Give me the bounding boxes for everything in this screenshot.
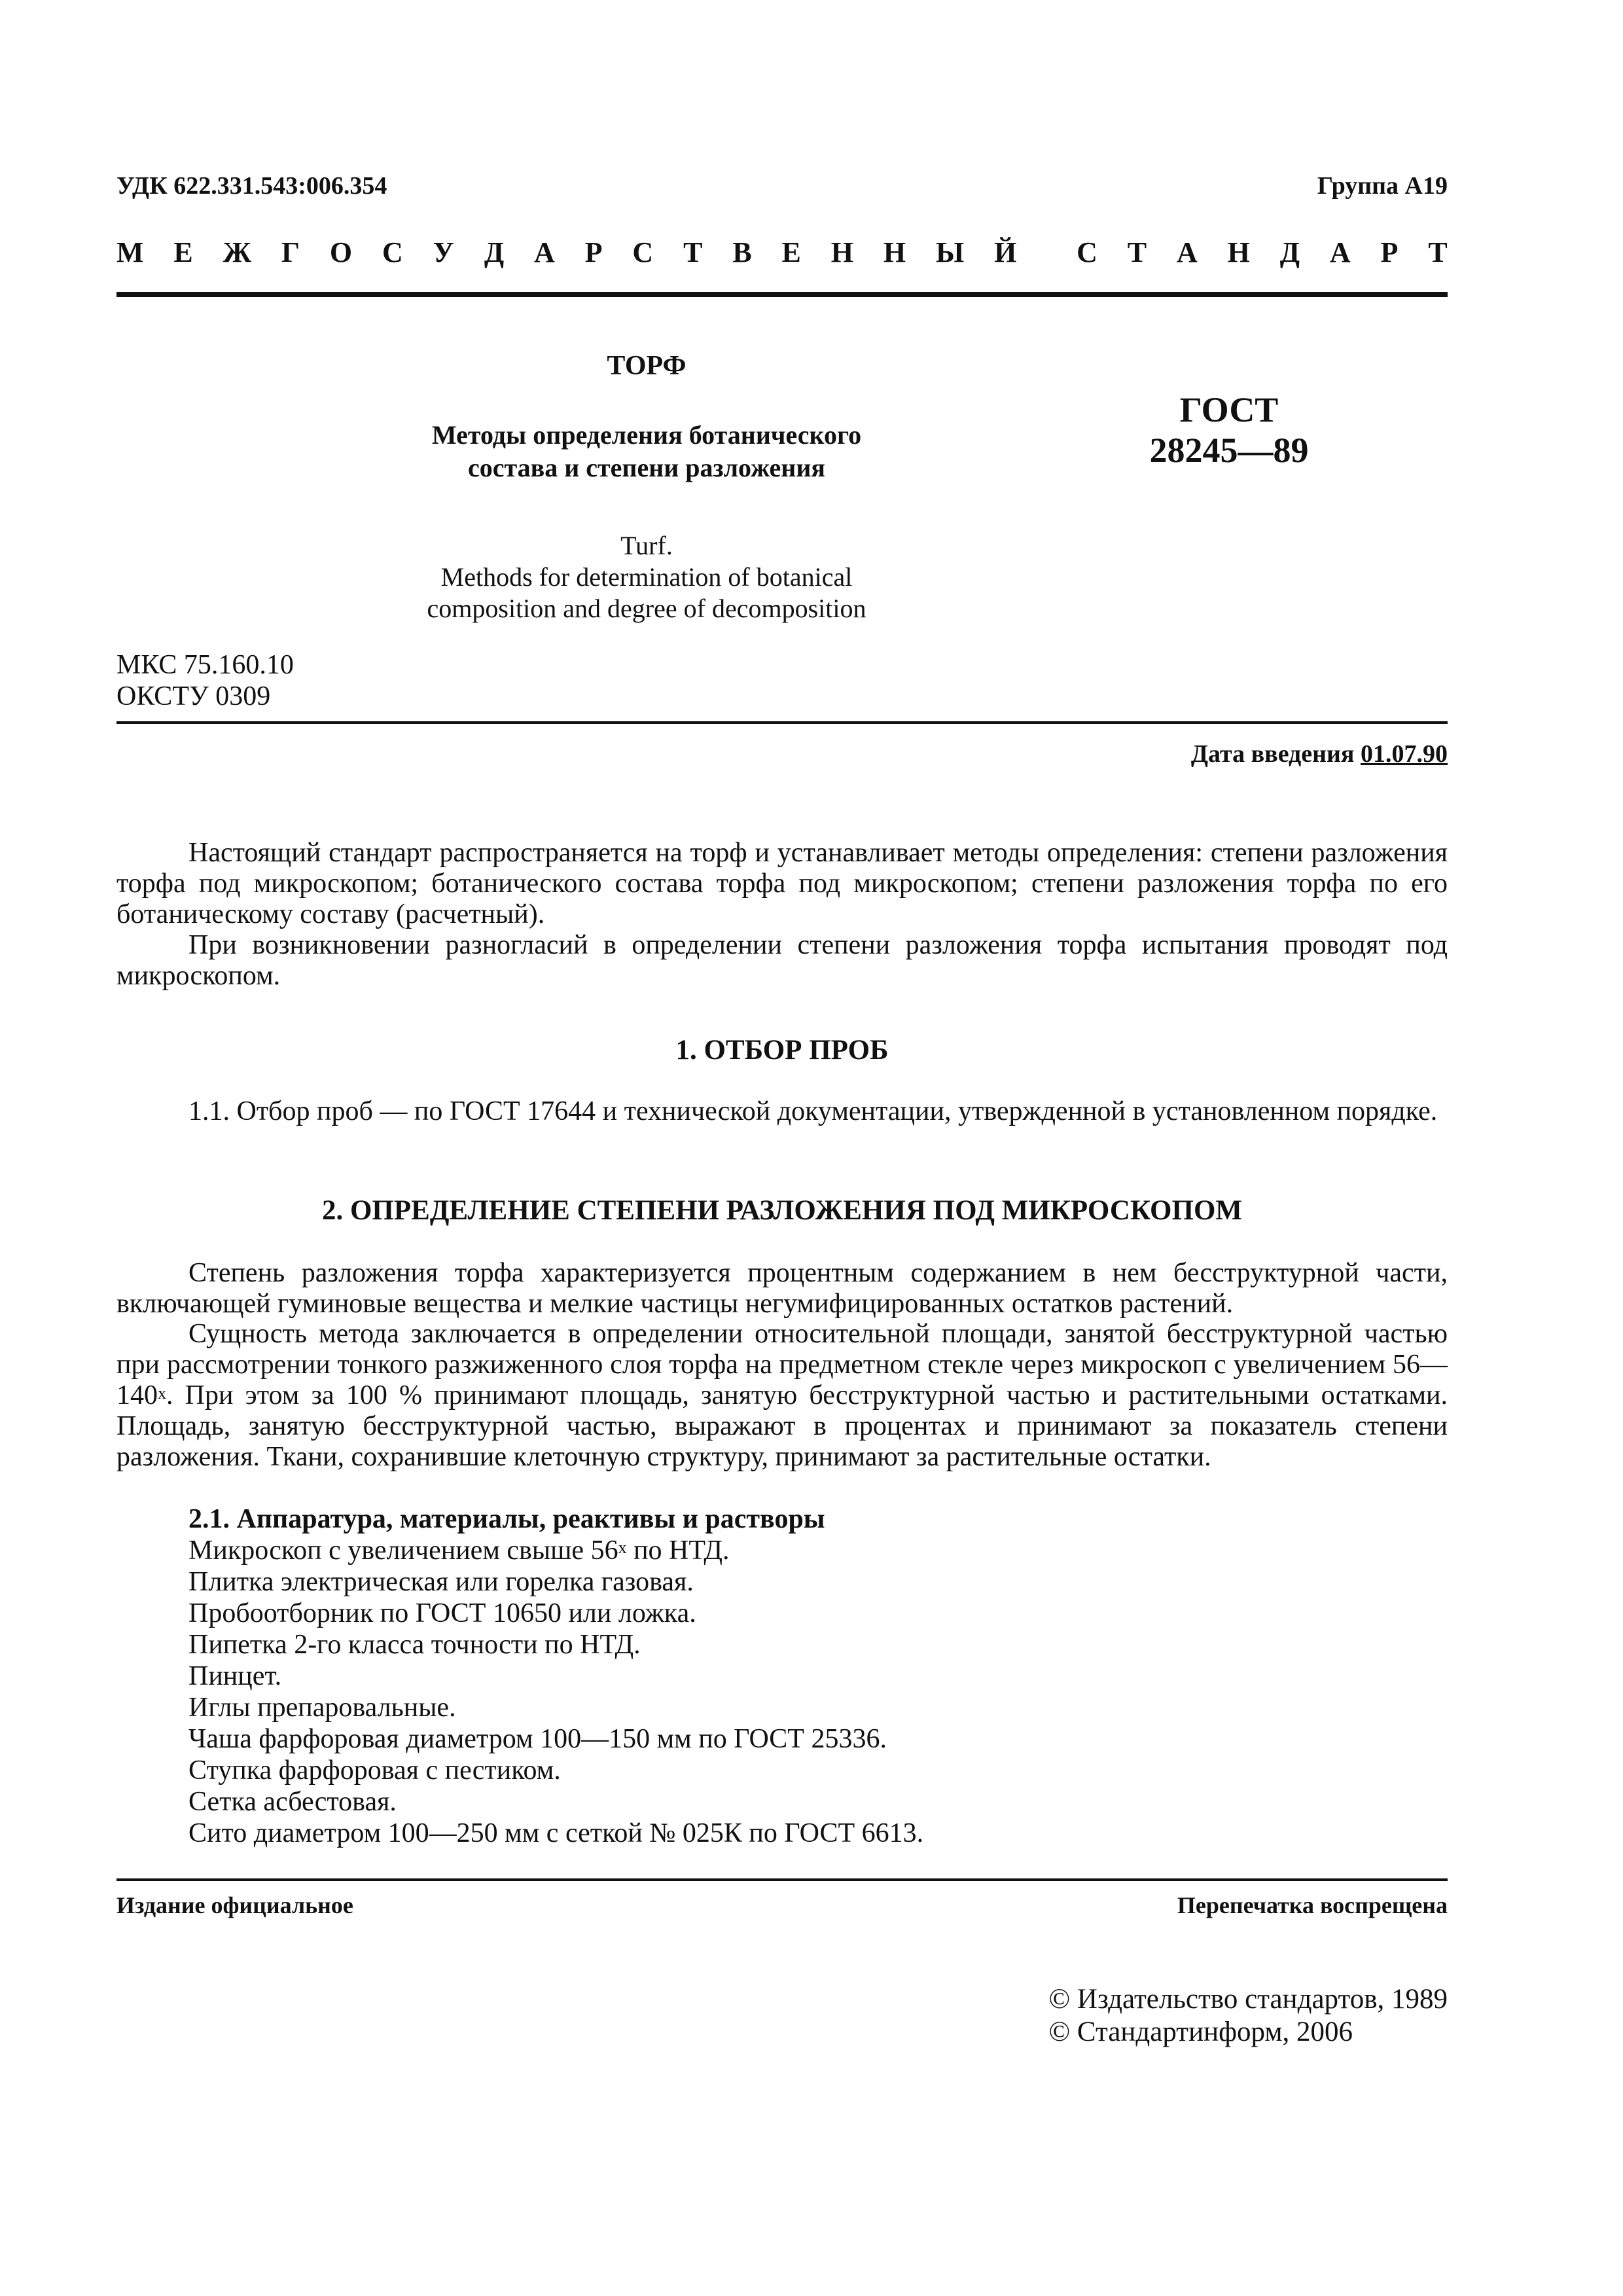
english-title-line-3: composition and degree of decomposition — [427, 594, 866, 623]
subtitle-line-2: состава и степени разложения — [467, 453, 826, 482]
equipment-item: Пинцет. — [188, 1661, 282, 1691]
microscope-text-a: Микроскоп с увеличением свыше 56 — [188, 1535, 618, 1566]
english-title — [346, 530, 948, 624]
microscope-text-b: по НТД. — [626, 1535, 730, 1566]
banner-letter: Е — [781, 236, 801, 268]
banner-letter: Н — [883, 236, 906, 268]
banner-letter: Н — [830, 236, 854, 268]
banner-letter: М — [116, 236, 144, 268]
banner-letter: С — [632, 236, 654, 268]
banner-letter: В — [732, 236, 752, 268]
banner-letter: С — [382, 236, 403, 268]
effective-date-value: 01.07.90 — [1361, 740, 1448, 768]
banner-letter: О — [329, 236, 353, 268]
banner-letter: С — [1077, 236, 1097, 268]
section-1-title: 1. ОТБОР ПРОБ — [675, 1035, 889, 1066]
equipment-item: Пробоотборник по ГОСТ 10650 или ложка. — [188, 1598, 696, 1628]
banner-letter: Т — [1127, 236, 1147, 268]
intro-paragraph-2: При возникновении разногласий в определении степени разложения торфа испытания проводят под микроскопом. — [116, 930, 1448, 991]
banner-letter: Е — [173, 236, 193, 268]
p2-text-b: . При этом за 100 % принимают площадь, занятую бесструктурной частью и растительными остатками. Площадь, занятую бесструктурной частью, выражают в процентах и принимают за показатель степени разложения. Ткани, сохранившие клеточную структуру, принимают за растительные остатки. — [116, 1380, 1448, 1472]
subsection-2-1-title: 2.1. Аппаратура, материалы, реактивы и растворы — [188, 1504, 825, 1534]
p2-superscript: х — [158, 1384, 166, 1403]
equipment-item: Ступка фарфоровая с пестиком. — [188, 1755, 561, 1785]
equipment-item: Сетка асбестовая. — [188, 1787, 397, 1817]
banner-letter: Т — [1428, 236, 1448, 268]
header-rule — [116, 292, 1448, 297]
subtitle-line-1: Методы определения ботанического — [431, 420, 862, 450]
effective-date-label: Дата введения — [1190, 740, 1355, 768]
banner-letter: Д — [484, 236, 505, 268]
gost-label: ГОСТ — [1179, 390, 1279, 429]
equipment-item: Сито диаметром 100—250 мм с сеткой № 025К по ГОСТ 6613. — [188, 1818, 924, 1848]
banner-letter: Р — [1380, 236, 1399, 268]
group-code: Группа А19 — [1317, 172, 1448, 200]
gost-number: 28245—89 — [1149, 431, 1309, 470]
mks-code: МКС 75.160.10 — [116, 650, 294, 680]
banner-letter: А — [534, 236, 555, 268]
banner-letter: Н — [1227, 236, 1250, 268]
section-1-paragraph: 1.1. Отбор проб — по ГОСТ 17644 и технической документации, утвержденной в установленном порядке. — [188, 1096, 1438, 1126]
banner-letter: Ы — [936, 236, 965, 268]
standard-banner — [116, 236, 1448, 269]
footer-rule — [116, 1878, 1448, 1881]
banner-letter: Й — [994, 236, 1017, 268]
banner-letter: Р — [584, 236, 603, 268]
gost-designation — [1098, 389, 1360, 471]
banner-letter: У — [433, 236, 454, 268]
equipment-item: Плитка электрическая или горелка газовая. — [188, 1567, 694, 1597]
banner-letter: Ж — [223, 236, 252, 268]
p2-text-a: Сущность метода заключается в определении относительной площади, занятой бесструктурной частью при рассмотрении тонкого разжиженного слоя торфа на предметном стекле через микроскоп с увеличением 56—140 — [116, 1319, 1448, 1410]
banner-letter: Г — [281, 236, 300, 268]
english-title-line-1: Turf. — [620, 531, 673, 560]
section-2-title: 2. ОПРЕДЕЛЕНИЕ СТЕПЕНИ РАЗЛОЖЕНИЯ ПОД МИКРОСКОПОМ — [321, 1195, 1242, 1226]
okstu-code: ОКСТУ 0309 — [116, 681, 271, 711]
copyright-line-2: © Стандартинформ, 2006 — [1048, 2017, 1353, 2047]
equipment-item: Пипетка 2-го класса точности по НТД. — [188, 1630, 641, 1660]
equipment-item: Иглы препаровальные. — [188, 1693, 456, 1723]
section-2-paragraph-2 — [116, 1319, 1448, 1473]
classification — [116, 649, 294, 712]
intro-paragraph-1: Настоящий стандарт распространяется на торф и устанавливает методы определения: степени разложения торфа под микроскопом; ботанического состава торфа под микроскопом; степени разложения торфа по его ботаническому составу (расчетный). — [116, 838, 1448, 929]
classification-rule — [116, 721, 1448, 724]
english-title-line-2: Methods for determination of botanical — [440, 562, 853, 592]
document-page — [116, 0, 1448, 2296]
copyright-block — [1048, 1983, 1448, 2049]
udk-code: УДК 622.331.543:006.354 — [116, 172, 387, 200]
official-edition: Издание официальное — [116, 1892, 353, 1918]
banner-letter: Т — [683, 236, 703, 268]
banner-letter: А — [1176, 236, 1198, 268]
reprint-notice: Перепечатка воспрещена — [1177, 1892, 1448, 1918]
copyright-line-1: © Издательство стандартов, 1989 — [1048, 1984, 1448, 2015]
banner-letter: А — [1329, 236, 1351, 268]
effective-date — [1191, 740, 1448, 768]
microscope-superscript: х — [618, 1538, 627, 1557]
section-2-paragraph-1: Степень разложения торфа характеризуется процентным содержанием в нем бесструктурной части, включающей гуминовые вещества и мелкие частицы негумифицированных остатков растений. — [116, 1258, 1448, 1319]
doc-title: ТОРФ — [607, 351, 687, 381]
banner-letter: Д — [1279, 236, 1300, 268]
equipment-item: Чаша фарфоровая диаметром 100—150 мм по ГОСТ 25336. — [188, 1724, 887, 1754]
equipment-item-microscope — [188, 1535, 730, 1566]
doc-subtitle — [346, 419, 948, 484]
